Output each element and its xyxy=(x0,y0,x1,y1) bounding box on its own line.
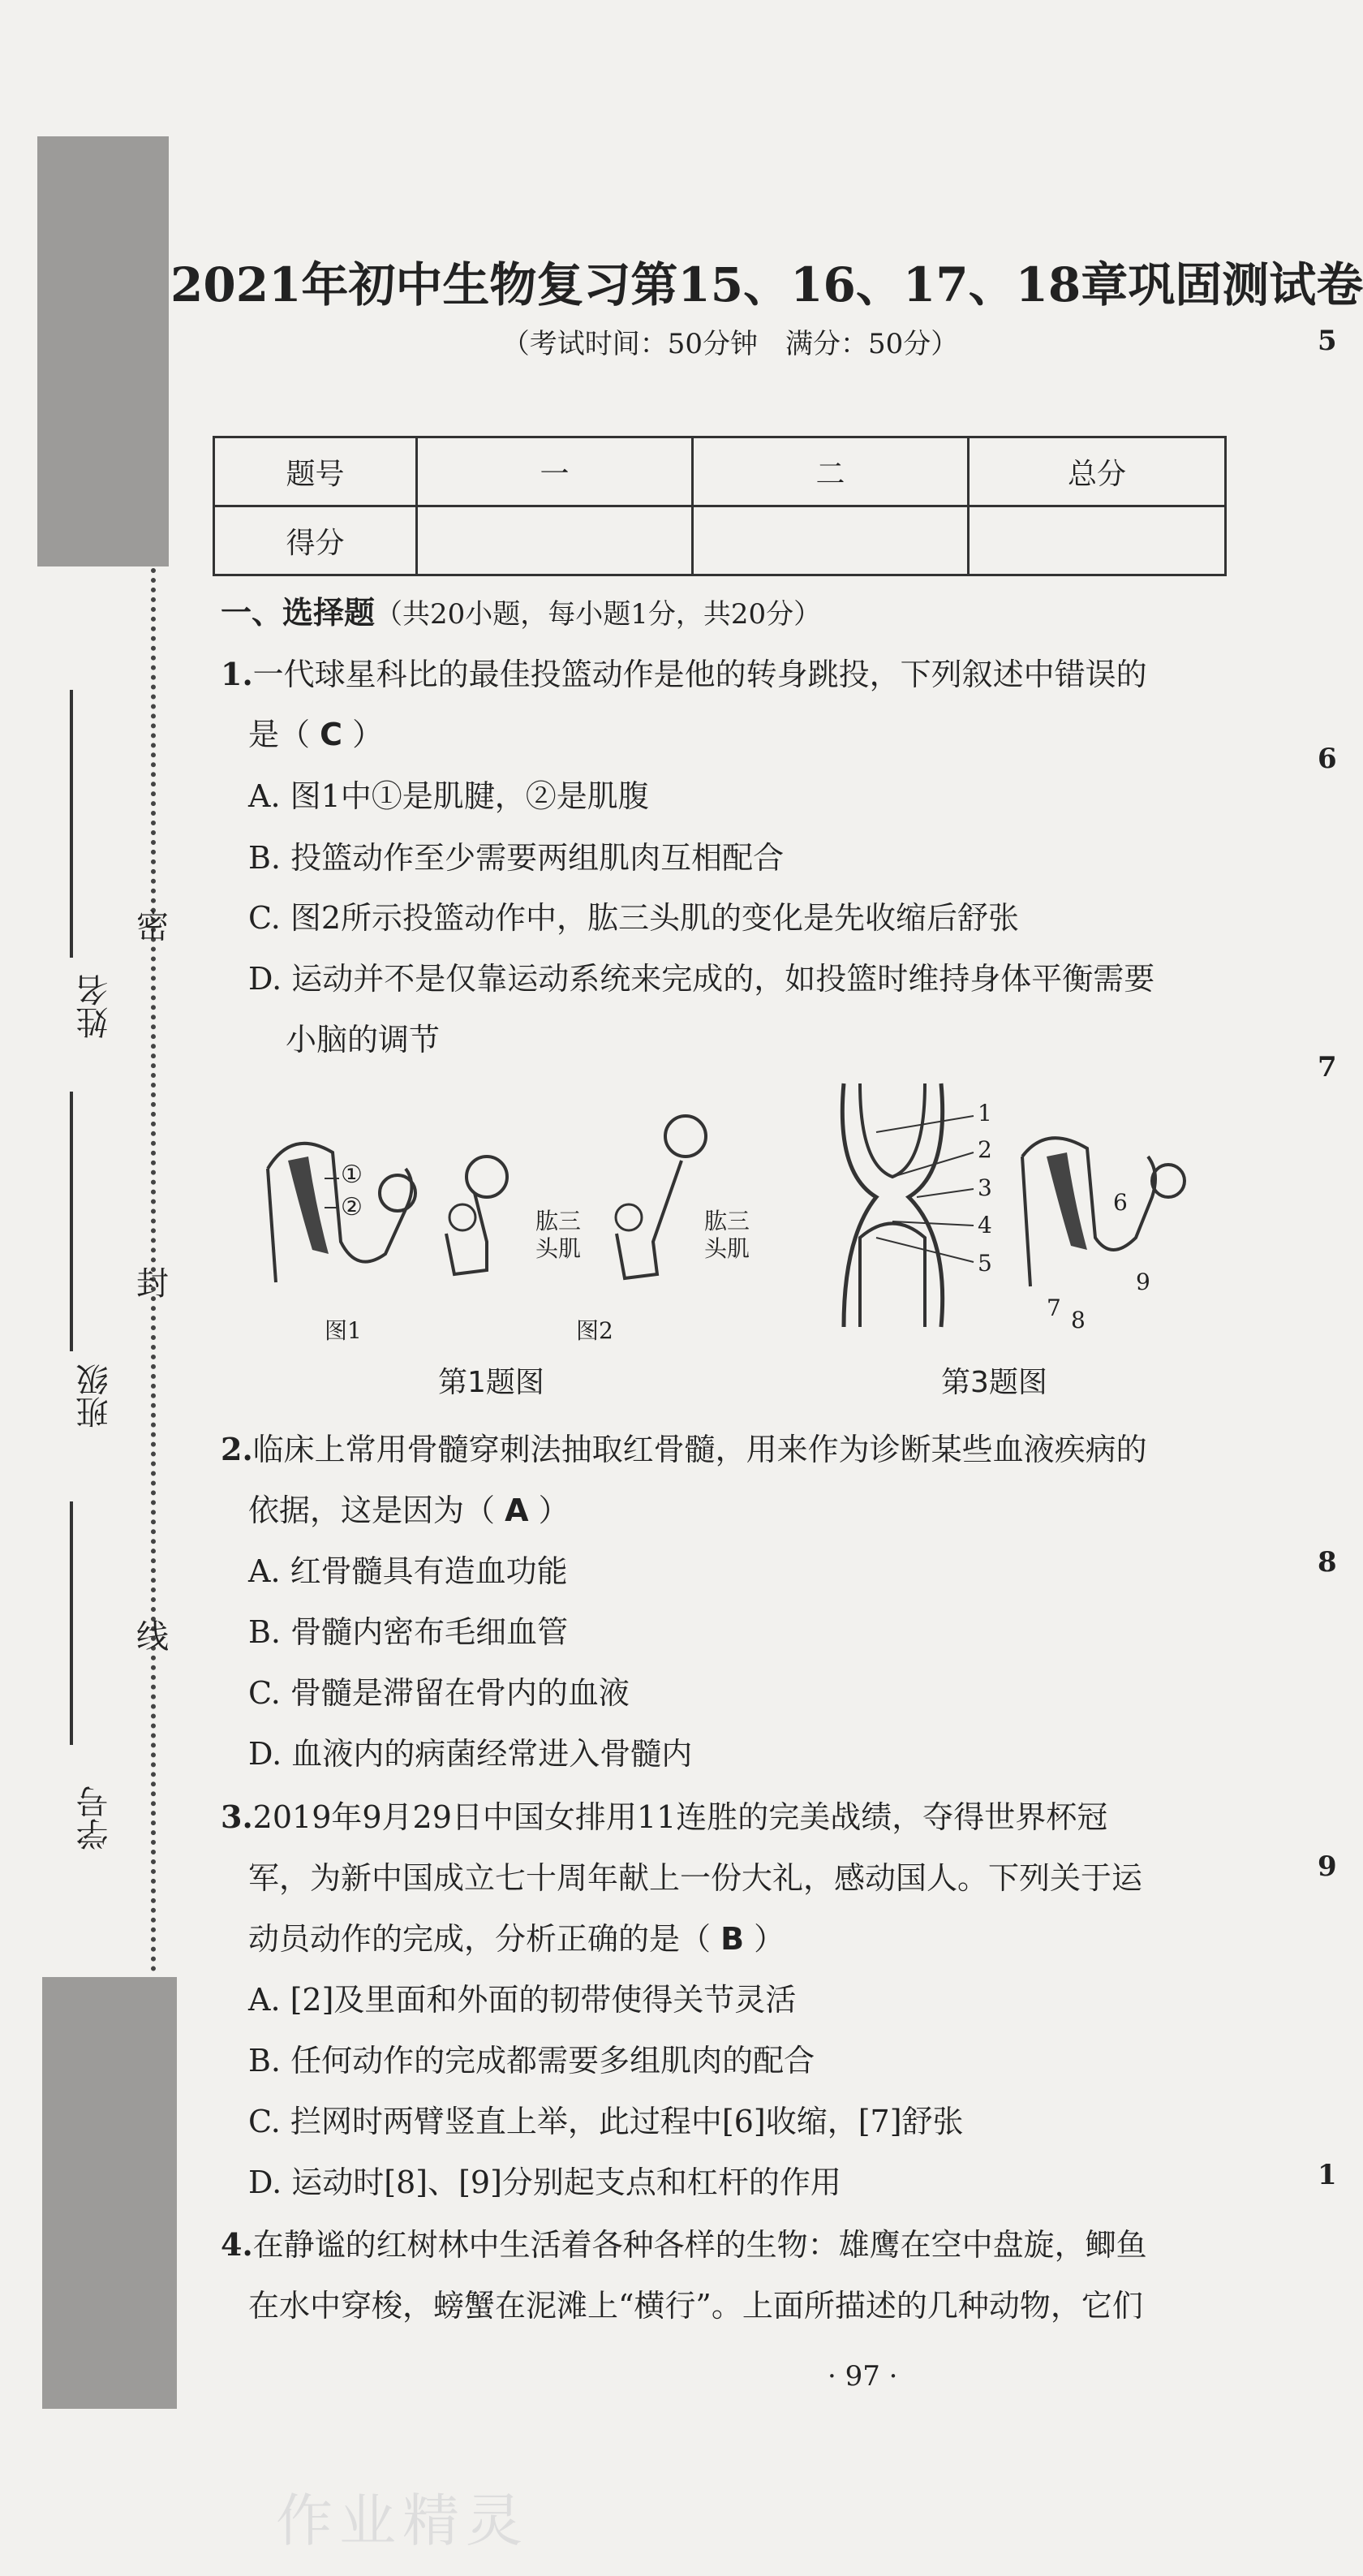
question-4-line-2: 在水中穿梭，螃蟹在泥滩上“横行”。上面所描述的几种动物，它们 xyxy=(248,2288,1143,2324)
q2-option-d: D. 血液内的病菌经常进入骨髓内 xyxy=(248,1736,693,1772)
margin-gray-block-top xyxy=(37,136,169,566)
figure-1 xyxy=(243,1112,763,1372)
q1-option-d: D. 运动并不是仅靠运动系统来完成的，如投篮时维持身体平衡需要 xyxy=(248,961,1155,997)
score-cell xyxy=(693,506,969,575)
question-2-line-1 xyxy=(221,1424,1147,1469)
figure-3-label: 2 xyxy=(978,1136,992,1163)
q1-option-c: C. 图2所示投篮动作中，肱三头肌的变化是先收缩后舒张 xyxy=(248,900,1020,936)
q2-option-a: A. 红骨髓具有造血功能 xyxy=(248,1553,568,1589)
name-write-line xyxy=(70,690,73,958)
question-3-line-2: 军，为新中国成立七十周年献上一份大礼，感动国人。下列关于运 xyxy=(248,1860,1143,1896)
figure-label-1: ① xyxy=(341,1161,363,1189)
q1-option-a: A. 图1中①是肌腱，②是肌腹 xyxy=(248,778,649,814)
question-2-line-2 xyxy=(248,1485,570,1530)
class-label: 班级 xyxy=(76,1363,114,1428)
q3-option-d: D. 运动时[8]、[9]分别起支点和杠杆的作用 xyxy=(248,2165,841,2200)
score-table xyxy=(213,436,1227,576)
name-write-line-2 xyxy=(70,1092,73,1351)
label-pointer xyxy=(876,1116,974,1132)
name-label: 姓名 xyxy=(76,974,114,1039)
edge-digit: 8 xyxy=(1318,1546,1337,1579)
question-number: 2. xyxy=(221,1431,253,1467)
class-write-line xyxy=(70,1501,73,1745)
q3-option-c: C. 拦网时两臂竖直上举，此过程中[6]收缩，[7]舒张 xyxy=(248,2104,964,2139)
seal-char-mi: 密 xyxy=(136,908,169,946)
q2-option-b: B. 骨髓内密布毛细血管 xyxy=(248,1614,569,1650)
figure-3-label: 1 xyxy=(978,1100,992,1126)
figure-3-label: 7 xyxy=(1047,1294,1061,1321)
figure-3-caption: 第3题图 xyxy=(941,1366,1047,1399)
question-text: ） xyxy=(528,1493,570,1528)
question-text: 是（ xyxy=(248,717,320,752)
q1-option-b: B. 投篮动作至少需要两组肌肉互相配合 xyxy=(248,840,785,876)
question-text: 2019年9月29日中国女排用11连胜的完美战绩，夺得世界杯冠 xyxy=(252,1799,1108,1835)
figure-3-label: 3 xyxy=(978,1174,992,1201)
question-text: 依据，这是因为（ xyxy=(248,1493,505,1528)
figure-3-label: 8 xyxy=(1071,1307,1086,1333)
score-header-cell: 一 xyxy=(417,437,693,506)
question-text: 动员动作的完成，分析正确的是（ xyxy=(248,1921,721,1957)
question-3-line-1 xyxy=(221,1792,1107,1837)
player-body xyxy=(617,1161,682,1278)
figure-3-label: 4 xyxy=(978,1212,992,1238)
arm-outline xyxy=(268,1169,276,1282)
basketball-shape xyxy=(467,1157,507,1197)
score-row-label: 得分 xyxy=(214,506,417,575)
question-number: 1. xyxy=(221,656,253,692)
exam-subtitle: （考试时间：50分钟 满分：50分） xyxy=(501,328,959,360)
figure-3 xyxy=(828,1075,1217,1335)
figure-3-label: 9 xyxy=(1136,1269,1150,1295)
q3-option-a: A. [2]及里面和外面的韧带使得关节灵活 xyxy=(248,1982,797,2018)
figure-3-label: 6 xyxy=(1113,1189,1128,1216)
q3-option-b: B. 任何动作的完成都需要多组肌肉的配合 xyxy=(248,2043,815,2078)
figure-3-label: 5 xyxy=(978,1250,992,1277)
bone-socket xyxy=(860,1224,925,1328)
muscle-label-1: 肱三头肌 xyxy=(535,1208,582,1262)
muscle-label-2: 肱三头肌 xyxy=(704,1208,750,1262)
student-id-label: 学号 xyxy=(76,1786,114,1850)
page-title: 2021年初中生物复习第15、16、17、18章巩固测试卷 xyxy=(170,257,1363,312)
score-header-cell: 题号 xyxy=(214,437,417,506)
seal-char-feng: 封 xyxy=(136,1265,169,1303)
label-pointer xyxy=(892,1152,974,1177)
score-cell xyxy=(417,506,693,575)
answer-mark: B xyxy=(720,1921,745,1957)
page-number: · 97 · xyxy=(828,2360,898,2393)
seal-char-xian: 线 xyxy=(136,1618,169,1656)
question-1-line-2 xyxy=(248,709,383,754)
section-heading xyxy=(221,588,821,632)
label-pointer xyxy=(917,1189,974,1197)
question-text: 一代球星科比的最佳投篮动作是他的转身跳投，下列叙述中错误的 xyxy=(252,657,1147,692)
score-header-cell: 总分 xyxy=(969,437,1226,506)
player-head xyxy=(449,1204,475,1230)
edge-digit: 6 xyxy=(1318,743,1337,775)
margin-gray-block-bottom xyxy=(42,1977,177,2409)
section-title: 一、选择题 xyxy=(221,594,376,631)
q2-option-c: C. 骨髓是滞留在骨内的血液 xyxy=(248,1675,630,1711)
basketball-shape xyxy=(665,1116,706,1157)
question-text: 在静谧的红树林中生活着各种各样的生物：雄鹰在空中盘旋，鲫鱼 xyxy=(252,2227,1147,2263)
watermark-text: 作业精灵 xyxy=(276,2488,529,2554)
muscle-shape xyxy=(288,1157,329,1254)
muscle-shape xyxy=(1047,1152,1087,1250)
edge-digit: 9 xyxy=(1318,1850,1337,1883)
fist-shape xyxy=(1152,1165,1185,1197)
score-table-header-row xyxy=(214,437,1226,506)
arm-outline xyxy=(1022,1138,1155,1250)
arm-outline xyxy=(1022,1157,1030,1286)
score-table-row xyxy=(214,506,1226,575)
sub-figure-1-label: 图1 xyxy=(325,1317,362,1344)
figure-label-2: ② xyxy=(341,1193,363,1221)
figure-1-drawing xyxy=(243,1112,763,1372)
score-header-cell: 二 xyxy=(693,437,969,506)
question-4-line-1 xyxy=(221,2220,1147,2264)
answer-mark: A xyxy=(505,1493,529,1528)
edge-digit: 7 xyxy=(1318,1051,1337,1083)
figure-3-drawing xyxy=(828,1075,1217,1335)
score-cell xyxy=(969,506,1226,575)
edge-digit: 1 xyxy=(1318,2159,1337,2191)
question-3-line-3 xyxy=(248,1914,785,1958)
figure-1-caption: 第1题图 xyxy=(438,1366,544,1399)
question-number: 3. xyxy=(221,1798,253,1835)
q1-option-d-cont: 小脑的调节 xyxy=(286,1022,441,1058)
answer-mark: C xyxy=(320,717,342,752)
question-text: ） xyxy=(342,717,384,752)
section-note: （共20小题，每小题1分，共20分） xyxy=(375,598,822,631)
question-1-line-1 xyxy=(221,649,1147,694)
question-number: 4. xyxy=(221,2226,253,2263)
edge-digit: 5 xyxy=(1318,325,1337,357)
question-text: 临床上常用骨髓穿刺法抽取红骨髓，用来作为诊断某些血液疾病的 xyxy=(252,1432,1147,1467)
player-head xyxy=(616,1204,642,1230)
question-text: ） xyxy=(744,1921,785,1957)
sub-figure-2-label: 图2 xyxy=(576,1317,613,1344)
